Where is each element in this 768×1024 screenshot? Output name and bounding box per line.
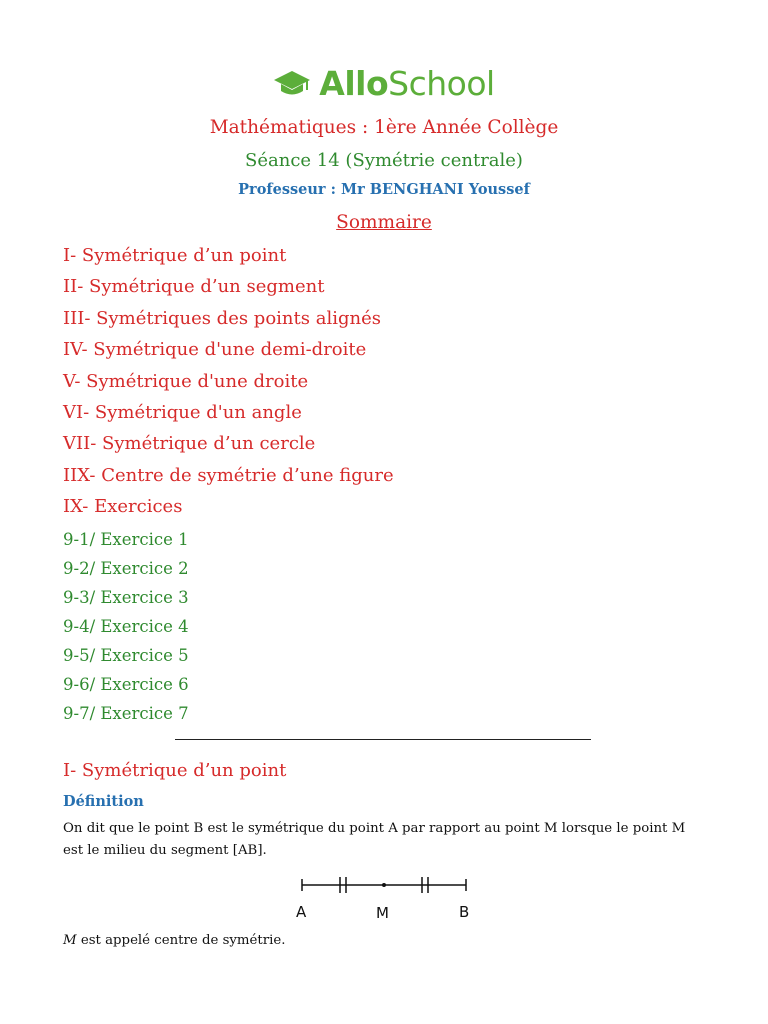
center-variable: M <box>63 933 77 948</box>
summary-item[interactable]: VI- Symétrique d'un angle <box>63 401 302 423</box>
summary-list <box>63 240 394 523</box>
exercise-item[interactable]: 9-6/ Exercice 6 <box>63 675 189 694</box>
summary-item[interactable]: II- Symétrique d’un segment <box>63 276 325 298</box>
point-a-label: A <box>296 903 307 921</box>
divider <box>175 739 591 740</box>
definition-text: On dit que le point B est le symétrique du point A par rapport au point M lorsque le point M est le milieu du segment [AB]. <box>63 821 686 858</box>
summary-item[interactable]: IV- Symétrique d'une demi-droite <box>63 339 367 361</box>
exercise-item[interactable]: 9-3/ Exercice 3 <box>63 588 189 607</box>
exercise-item[interactable]: 9-4/ Exercice 4 <box>63 617 189 636</box>
graduation-cap-icon <box>273 69 311 99</box>
exercise-item[interactable]: 9-2/ Exercice 2 <box>63 559 189 578</box>
logo-bold: Allo <box>319 64 389 103</box>
alloschool-logo <box>0 64 768 103</box>
center-note <box>63 933 285 948</box>
document-subject: Mathématiques : 1ère Année Collège <box>209 117 559 138</box>
teacher-name: Professeur : Mr BENGHANI Youssef <box>238 181 530 198</box>
section-title: I- Symétrique d’un point <box>63 760 287 781</box>
logo-wordmark <box>319 64 494 103</box>
center-note-text: est appelé centre de symétrie. <box>76 933 286 948</box>
summary-item[interactable]: V- Symétrique d'une droite <box>63 370 309 392</box>
exercise-item[interactable]: 9-7/ Exercice 7 <box>63 704 189 723</box>
summary-item[interactable]: I- Symétrique d’un point <box>63 245 287 266</box>
exercise-item[interactable]: 9-5/ Exercice 5 <box>63 646 189 665</box>
summary-item[interactable]: III- Symétriques des points alignés <box>63 307 381 329</box>
summary-item[interactable]: VII- Symétrique d’un cercle <box>63 433 316 455</box>
logo-light: School <box>388 64 495 103</box>
point-m-label: M <box>376 904 389 922</box>
summary-item[interactable]: IX- Exercices <box>63 496 183 518</box>
session-title: Séance 14 (Symétrie centrale) <box>245 150 523 171</box>
symmetry-diagram <box>290 870 480 925</box>
exercise-item[interactable]: 9-1/ Exercice 1 <box>63 530 189 549</box>
exercise-list <box>63 525 189 728</box>
point-b-label: B <box>459 903 470 921</box>
summary-item[interactable]: IIX- Centre de symétrie d’une figure <box>63 464 394 486</box>
summary-title: Sommaire <box>336 212 432 233</box>
definition-label: Définition <box>63 793 144 810</box>
